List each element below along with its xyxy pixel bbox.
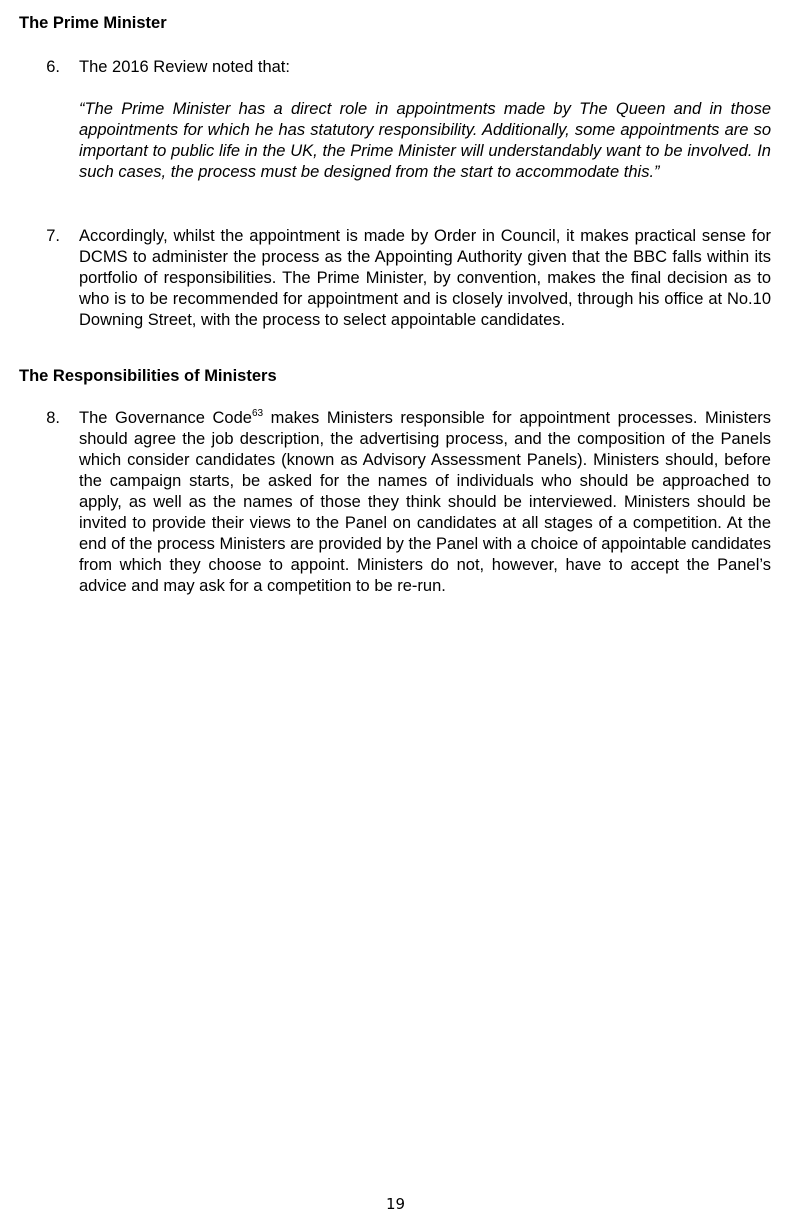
paragraph-7-text: Accordingly, whilst the appointment is made by Order in Council, it makes practical sense for DCMS to administer the process as the Appointing Authority given that the BBC falls within its portfolio of responsibilities. The Prime Minister, by convention, makes the final decision as to who is to be recommended for appointment and is closely involved, through his office at No.10 Downing Street, with the process to select appointable candidates. <box>79 227 771 329</box>
paragraph-8-body: makes Ministers responsible for appointment processes. Ministers should agree the job description, the advertising process, and the composition of the Panels which consider candidates (known as Advisory Assessment Panels). Ministers should, before the campaign starts, be asked for the names of individuals who should be approached to apply, as well as the names of those they think should be interviewed. Ministers should be invited to provide their views to the Panel on candidates at all stages of a competition. At the end of the process Ministers are provided by the Panel with a choice of appointable candidates from which they choose to appoint. Ministers do not, however, have to accept the Panel’s advice and may ask for a competition to be re-run. <box>79 409 771 595</box>
paragraph-6-text: The 2016 Review noted that: <box>79 58 290 76</box>
footnote-reference[interactable]: 63 <box>251 408 264 419</box>
paragraph-8-text <box>79 408 771 597</box>
paragraph-number-8: 8. <box>46 409 60 427</box>
review-quote: “The Prime Minister has a direct role in appointments made by The Queen and in those appointments for which he has statutory responsibility. Additionally, some appointments are so important to public life in the UK, the Prime Minister will understandably want to be involved. In such cases, the process must be designed from the start to accommodate this.” <box>79 100 771 181</box>
paragraph-number-7: 7. <box>46 227 60 245</box>
paragraph-8-lead: The Governance Code <box>79 409 252 427</box>
page-number: 19 <box>385 1195 406 1213</box>
section-heading-responsibilities: The Responsibilities of Ministers <box>19 367 277 385</box>
section-heading-prime-minister: The Prime Minister <box>19 14 167 32</box>
paragraph-number-6: 6. <box>46 58 60 76</box>
